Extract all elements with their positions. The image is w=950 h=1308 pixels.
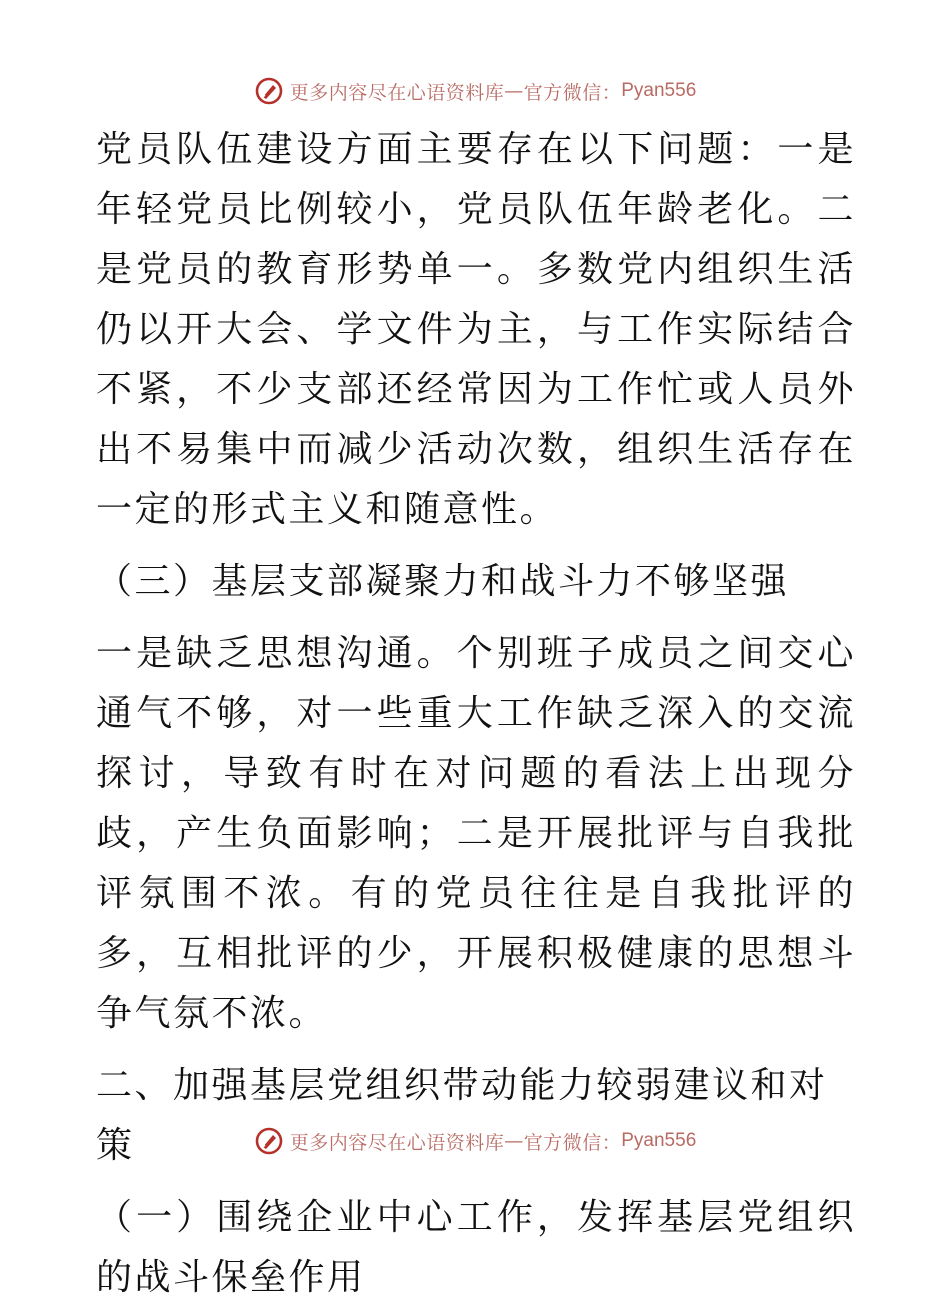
watermark-text: 更多内容尽在心语资料库 [289,81,505,104]
watermark-id: Pyan556 [621,80,697,101]
watermark-footer [0,1124,950,1158]
watermark-header [0,74,950,108]
section-heading-part-2: 二、加强基层党组织带动能力较弱建议和对策 [96,1065,828,1166]
paragraph-communication-issues: 一是缺乏思想沟通。个别班子成员之间交心通气不够，对一些重大工作缺乏深入的交流探讨，导致有时在对问题的看法上出现分歧，产生负面影响；二是开展批评与自我批评氛围不浓。有的党员往往是自我批评的多，互相批评的少，开展积极健康的思想斗争气氛不浓。 [96,633,856,1034]
watermark-label: 官方微信： [523,81,622,104]
section-heading-3: （三）基层支部凝聚力和战斗力不够坚强 [96,561,790,602]
watermark-text: 更多内容尽在心语资料库 [289,1131,505,1154]
watermark-label: 官方微信： [523,1131,622,1154]
watermark-separator: — [504,1130,524,1152]
pen-nib-logo-icon [254,76,284,106]
pen-nib-logo-icon [254,1126,284,1156]
watermark-separator: — [504,80,524,102]
paragraph-party-team-issues: 党员队伍建设方面主要存在以下问题：一是年轻党员比例较小，党员队伍年龄老化。二是党员的教育形势单一。多数党内组织生活仍以开大会、学文件为主，与工作实际结合不紧，不少支部还经常因为工作忙或人员外出不易集中而减少活动次数，组织生活存在一定的形式主义和随意性。 [96,129,856,530]
watermark-id: Pyan556 [621,1130,697,1151]
section-heading-2-1: （一）围绕企业中心工作，发挥基层党组织的战斗保垒作用 [96,1197,856,1298]
